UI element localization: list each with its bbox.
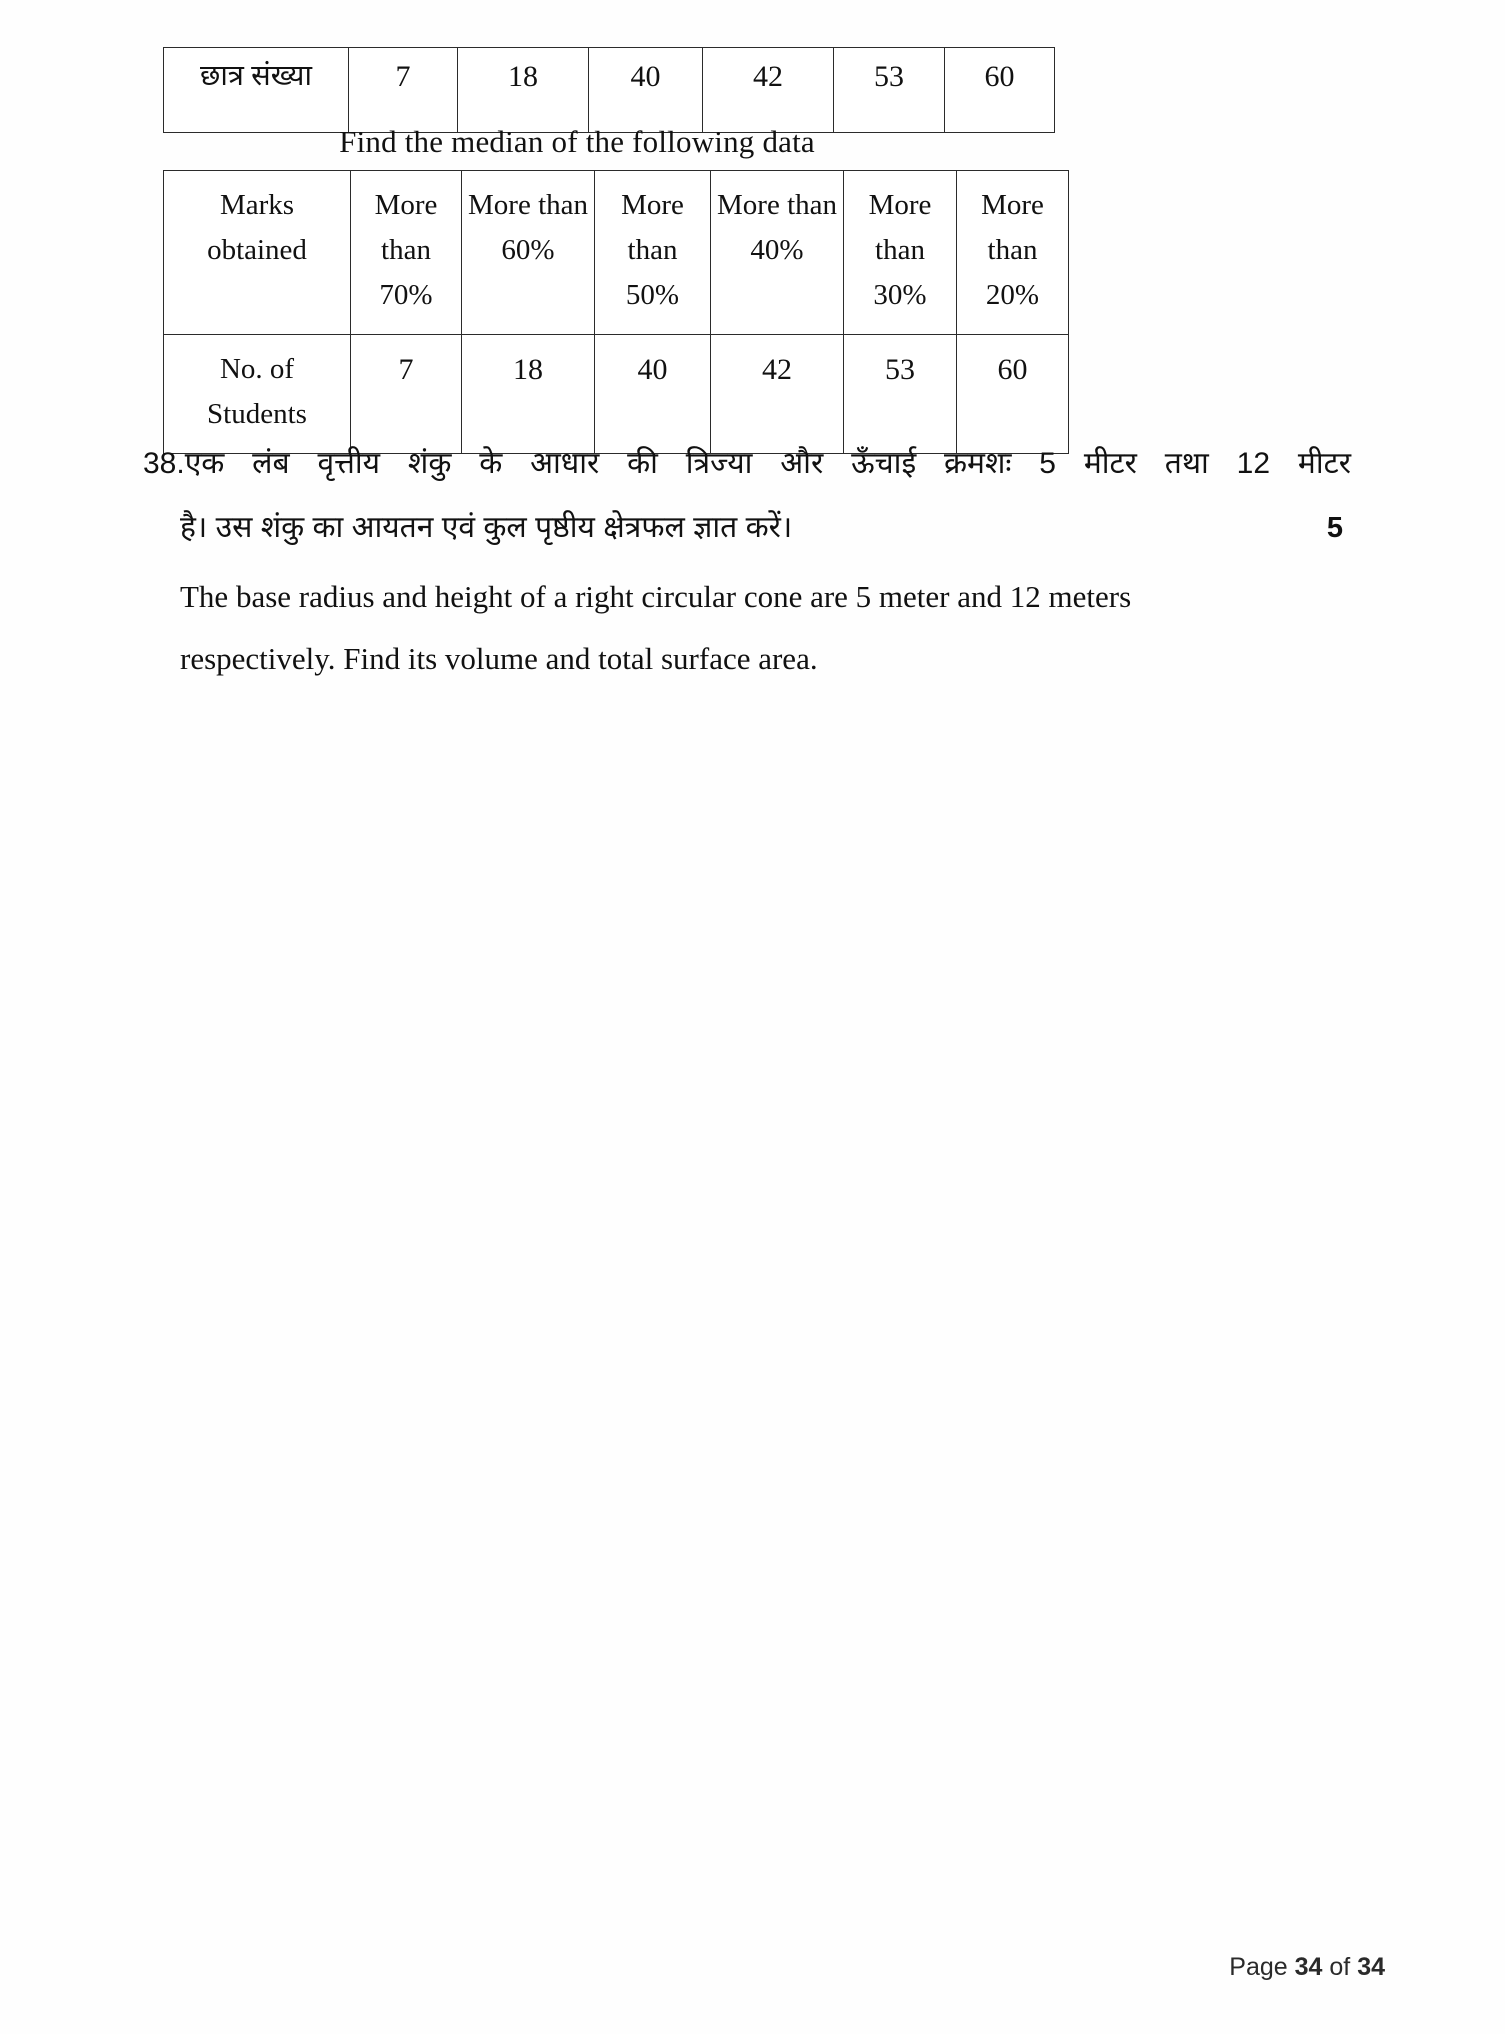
footer-middle: of — [1322, 1953, 1358, 1981]
header-cell-more-than-20: More than 20% — [957, 171, 1069, 335]
top-table-cell: 18 — [458, 48, 589, 133]
median-data-table — [163, 170, 1069, 454]
question-english-line-1: The base radius and height of a right circular cone are 5 meter and 12 meters — [180, 579, 1132, 614]
header-cell-more-than-30: More than 30% — [844, 171, 957, 335]
top-table-cell: 7 — [349, 48, 458, 133]
body-cell-value: 40 — [595, 334, 711, 453]
page-footer — [1229, 1953, 1385, 1982]
top-table-cell: 40 — [589, 48, 703, 133]
footer-current-page: 34 — [1294, 1953, 1323, 1981]
body-cell-value: 7 — [351, 334, 462, 453]
table-caption: Find the median of the following data — [339, 124, 815, 159]
question-english-text — [143, 566, 1353, 690]
question-marks: 5 — [1326, 512, 1343, 544]
header-cell-marks-obtained: Marks obtained — [164, 171, 351, 335]
top-table-cell: 53 — [834, 48, 945, 133]
question-hindi-line-2-row — [143, 496, 1353, 560]
question-hindi-line-2: है। उस शंकु का आयतन एवं कुल पृष्ठीय क्षेत्रफल ज्ञात करें। — [180, 511, 793, 544]
body-cell-value: 18 — [462, 334, 595, 453]
question-english-line-2: respectively. Find its volume and total surface area. — [180, 641, 818, 676]
student-count-table — [163, 47, 1055, 133]
body-cell-no-of-students: No. of Students — [164, 334, 351, 453]
header-cell-more-than-40: More than 40% — [711, 171, 844, 335]
footer-prefix: Page — [1229, 1953, 1295, 1981]
header-cell-more-than-50: More than 50% — [595, 171, 711, 335]
top-table-cell: 42 — [703, 48, 834, 133]
header-cell-more-than-70: More than 70% — [351, 171, 462, 335]
body-cell-value: 60 — [957, 334, 1069, 453]
question-38-block — [143, 432, 1353, 690]
question-hindi-text — [143, 432, 1353, 560]
header-cell-more-than-60: More than 60% — [462, 171, 595, 335]
footer-total-pages: 34 — [1357, 1953, 1385, 1981]
question-hindi-line-1: 38.एक लंब वृत्तीय शंकु के आधार की त्रिज्या और ऊँचाई क्रमशः 5 मीटर तथा 12 मीटर — [143, 447, 1351, 480]
table-header-row — [164, 171, 1069, 335]
top-table-row-label: छात्र संख्या — [164, 48, 349, 133]
body-cell-value: 42 — [711, 334, 844, 453]
top-table-cell: 60 — [945, 48, 1055, 133]
table-row — [164, 48, 1055, 133]
body-cell-value: 53 — [844, 334, 957, 453]
